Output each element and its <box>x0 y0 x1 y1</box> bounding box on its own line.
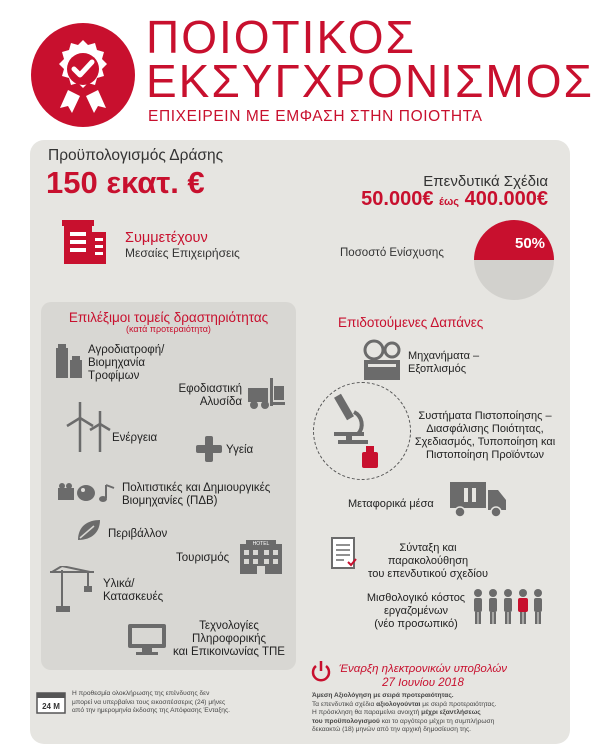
sector-culture: Πολιτιστικές και Δημιουργικές Βιομηχανίες (ΠΔΒ) <box>122 482 271 507</box>
microscope-icon <box>326 392 384 468</box>
workers-icon <box>472 588 546 626</box>
food-jars-icon <box>54 344 84 380</box>
truck-icon <box>450 482 506 518</box>
expenses-title: Επιδοτούμενες Δαπάνες <box>338 315 484 330</box>
sectors-subtitle: (κατά προτεραιότητα) <box>126 324 211 334</box>
sectors-title: Επιλέξιμοι τομείς δραστηριότητας <box>68 310 269 325</box>
sector-tourism: Τουρισμός <box>176 552 230 564</box>
expense-machinery: Μηχανήματα – Εξοπλισμός <box>408 350 480 375</box>
hotel-icon <box>236 540 286 576</box>
funding-pie <box>474 220 554 300</box>
deadline-note <box>72 690 312 716</box>
participants-subtitle: Μεσαίες Επιχειρήσεις <box>125 246 240 260</box>
expense-salaries: Μισθολογικό κόστος εργαζομένων (νέο προσωπικό) <box>366 592 466 630</box>
building-icon <box>62 218 108 266</box>
deadline-line: μπορεί να υπερβαίνει τους εικοσιτέσσερις (24) μήνες <box>72 698 226 706</box>
sector-food: Αγροδιατροφή/ Βιομηχανία Τροφίμων <box>88 344 165 382</box>
sector-logistics: Εφοδιαστική Αλυσίδα <box>178 383 242 408</box>
title-line-2: ΕΚΣΥΓΧΡΟΝΙΣΜΟΣ <box>146 55 594 107</box>
budget-value: 150 εκατ. € <box>46 165 205 200</box>
subtitle: ΕΠΙΧΕΙΡΕΙΝ ΜΕ ΕΜΦΑΣΗ ΣΤΗΝ ΠΟΙΟΤΗΤΑ <box>148 108 483 125</box>
calendar-icon <box>36 690 66 714</box>
range-word: έως <box>439 196 460 208</box>
note-part: Τα επενδυτικά σχέδια <box>312 700 377 708</box>
title-line-1: ΠΟΙΟΤΙΚΟΣ <box>146 11 416 63</box>
range-from: 50.000€ <box>361 188 434 210</box>
sector-ict: Τεχνολογίες Πληροφορικής και Επικοινωνίας ΤΠΕ <box>173 620 285 658</box>
note-part-bold: μέχρι εξαντλήσεως <box>421 709 481 716</box>
note-part-bold: του προϋπολογισμού <box>312 717 380 725</box>
submission-date: 27 Ιουνίου 2018 <box>382 677 464 689</box>
range-to: 400.000€ <box>464 188 548 210</box>
leaf-icon <box>76 518 102 542</box>
sector-environment: Περιβάλλον <box>108 528 168 540</box>
note-bold: Άμεση Αξιολόγηση με σειρά προτεραιότητας. <box>312 692 454 699</box>
note-part: με σειρά προτεραιότητας. <box>420 700 497 708</box>
funding-label: Ποσοστό Ενίσχυσης <box>340 247 444 259</box>
quality-badge-check-icon <box>30 22 136 128</box>
svg-text:24 M: 24 M <box>42 702 60 711</box>
note-part: Η πρόσκληση θα παραμείνει ανοιχτή <box>312 709 422 716</box>
svg-text:HOTEL: HOTEL <box>252 541 270 547</box>
medical-cross-icon <box>196 436 222 462</box>
note-part: και το αργότερο μέχρι τη συμπλήρωση <box>379 717 495 725</box>
deadline-line: από την ημερομηνία έκδοσης της Απόφασης Ένταξης. <box>72 707 230 714</box>
sector-construction: Υλικά/ Κατασκευές <box>103 578 164 603</box>
note-part: δεκαοκτώ (18) μηνών από την αρχική δημοσίευση της. <box>312 726 471 733</box>
investment-range <box>322 188 548 211</box>
crane-icon <box>50 566 98 612</box>
expense-plan: Σύνταξη και παρακολούθηση του επενδυτικού σχεδίου <box>368 542 488 580</box>
expense-certification: Συστήματα Πιστοποίησης – Διασφάλισης Ποιότητας, Σχεδιασμός, Τυποποίηση και Πιστοποίηση Προϊόντων <box>414 410 556 461</box>
forklift-icon <box>246 378 286 410</box>
document-icon <box>330 536 358 572</box>
submission-line-1: Έναρξη ηλεκτρονικών υποβολών <box>338 663 508 675</box>
funding-value: 50% <box>514 235 546 252</box>
culture-icon <box>56 482 118 504</box>
sector-energy: Ενέργεια <box>112 432 158 444</box>
wind-turbine-icon <box>66 400 112 452</box>
investment-label: Επενδυτικά Σχέδια <box>423 173 548 190</box>
expense-vehicles: Μεταφορικά μέσα <box>348 498 434 510</box>
deadline-line: Η προθεσμία ολοκλήρωσης της επένδυσης δεν <box>72 690 210 697</box>
participants-title: Συμμετέχουν <box>125 230 208 246</box>
budget-label: Προϋπολογισμός Δράσης <box>48 147 224 164</box>
note-part-bold: αξιολογούνται <box>376 700 421 708</box>
submission-note <box>312 692 562 735</box>
sector-health: Υγεία <box>226 444 254 456</box>
machinery-icon <box>362 338 402 382</box>
computer-icon <box>126 622 168 656</box>
